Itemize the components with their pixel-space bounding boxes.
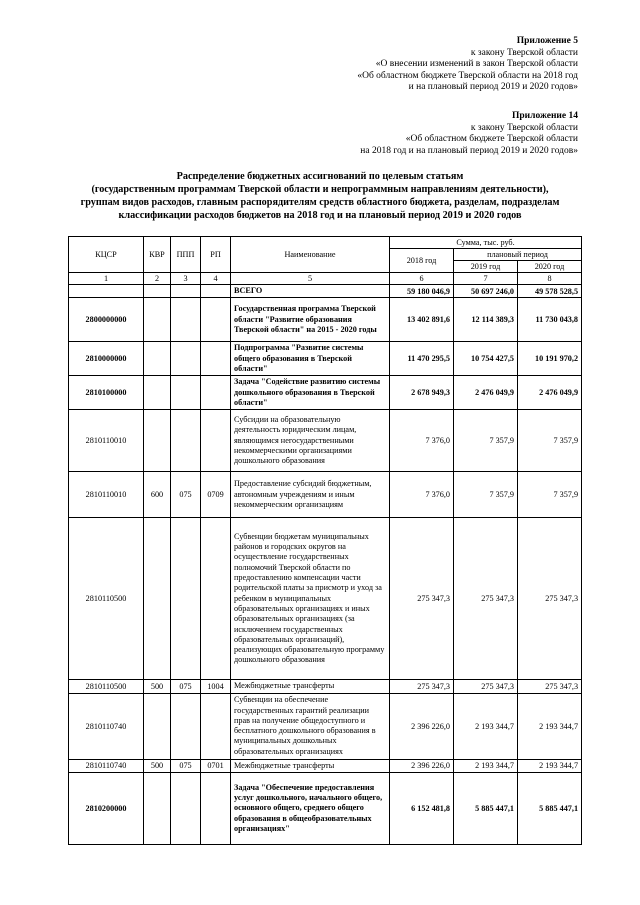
value-2018-cell: 59 180 046,9 bbox=[390, 285, 454, 298]
column-number: 3 bbox=[171, 273, 201, 285]
value-2018-cell: 6 152 481,8 bbox=[390, 772, 454, 844]
kvr-cell bbox=[144, 772, 171, 844]
kvr-cell bbox=[144, 285, 171, 298]
kvr-cell bbox=[144, 410, 171, 472]
value-2019-cell: 2 193 344,7 bbox=[454, 759, 518, 772]
value-2019-cell: 10 754 427,5 bbox=[454, 342, 518, 376]
header-name: Наименование bbox=[231, 237, 390, 273]
heading-line: (государственным программам Тверской области и непрограммным направлениям деятельности), bbox=[91, 184, 549, 195]
value-2018-cell: 7 376,0 bbox=[390, 472, 454, 518]
table-row bbox=[69, 376, 582, 410]
column-number: 6 bbox=[390, 273, 454, 285]
kcsr-cell: 2810110010 bbox=[69, 410, 144, 472]
value-2020-cell: 7 357,9 bbox=[518, 472, 582, 518]
budget-table bbox=[68, 236, 582, 845]
table-row bbox=[69, 298, 582, 342]
heading-line: классификации расходов бюджетов на 2018 год и на плановый период 2019 и 2020 годов bbox=[118, 210, 522, 221]
value-2018-cell: 7 376,0 bbox=[390, 410, 454, 472]
name-cell: Субвенции на обеспечение государственных гарантий реализации прав на получение общедоступного и бесплатного дошкольного образования в муниципальных дошкольных образовательных организациях bbox=[231, 693, 390, 759]
value-2020-cell: 10 191 970,2 bbox=[518, 342, 582, 376]
table-header bbox=[69, 237, 582, 285]
appendix-14-line: к закону Тверской области bbox=[470, 122, 578, 133]
value-2018-cell: 13 402 891,6 bbox=[390, 298, 454, 342]
header-2018: 2018 год bbox=[390, 249, 454, 273]
header-sum: Сумма, тыс. руб. bbox=[390, 237, 582, 249]
value-2019-cell: 5 885 447,1 bbox=[454, 772, 518, 844]
value-2020-cell: 11 730 043,8 bbox=[518, 298, 582, 342]
ppp-cell bbox=[171, 298, 201, 342]
appendix-5-line: «О внесении изменений в закон Тверской области bbox=[375, 59, 578, 69]
name-cell: Субвенции бюджетам муниципальных районов и городских округов на осуществление государственных полномочий Тверской области по предоставлению компенсации части родительской платы за присмотр и уход за ребенком в муниципальных образовательных организациях и иных образовательных организациях (за исключением государственных образовательных организаций), реализующих образовательную программу дошкольного образования bbox=[231, 518, 390, 680]
kvr-cell: 500 bbox=[144, 680, 171, 693]
table-row bbox=[69, 693, 582, 759]
kvr-cell bbox=[144, 518, 171, 680]
kvr-cell bbox=[144, 693, 171, 759]
value-2019-cell: 275 347,3 bbox=[454, 680, 518, 693]
header-rp: РП bbox=[201, 237, 231, 273]
ppp-cell: 075 bbox=[171, 759, 201, 772]
kcsr-cell: 2800000000 bbox=[69, 298, 144, 342]
column-number: 2 bbox=[144, 273, 171, 285]
document-heading bbox=[70, 170, 570, 222]
kcsr-cell: 2810200000 bbox=[69, 772, 144, 844]
value-2020-cell: 275 347,3 bbox=[518, 518, 582, 680]
name-cell: Подпрограмма "Развитие системы общего образования в Тверской области" bbox=[231, 342, 390, 376]
rp-cell bbox=[201, 342, 231, 376]
kcsr-cell: 2810110500 bbox=[69, 680, 144, 693]
table-row bbox=[69, 759, 582, 772]
rp-cell bbox=[201, 772, 231, 844]
value-2020-cell: 7 357,9 bbox=[518, 410, 582, 472]
rp-cell bbox=[201, 376, 231, 410]
rp-cell bbox=[201, 518, 231, 680]
appendix-14-block bbox=[360, 111, 578, 157]
rp-cell bbox=[201, 410, 231, 472]
appendix-5-line: «Об областном бюджете Тверской области на 2018 год bbox=[357, 70, 578, 81]
kcsr-cell: 2810110740 bbox=[69, 759, 144, 772]
appendix-5-title: Приложение 5 bbox=[516, 36, 578, 46]
value-2019-cell: 2 193 344,7 bbox=[454, 693, 518, 759]
header-kcsr: КЦСР bbox=[69, 237, 144, 273]
rp-cell bbox=[201, 298, 231, 342]
value-2018-cell: 11 470 295,5 bbox=[390, 342, 454, 376]
ppp-cell bbox=[171, 376, 201, 410]
appendix-14-line: «Об областном бюджете Тверской области bbox=[405, 134, 578, 144]
appendix-14-line: на 2018 год и на плановый период 2019 и 2020 годов» bbox=[360, 145, 578, 156]
kvr-cell: 600 bbox=[144, 472, 171, 518]
rp-cell: 1004 bbox=[201, 680, 231, 693]
kvr-cell bbox=[144, 342, 171, 376]
value-2020-cell: 275 347,3 bbox=[518, 680, 582, 693]
kcsr-cell: 2810110740 bbox=[69, 693, 144, 759]
kcsr-cell: 2810100000 bbox=[69, 376, 144, 410]
ppp-cell bbox=[171, 342, 201, 376]
name-cell: Задача "Обеспечение предоставления услуг дошкольного, начального общего, основного общего, среднего общего образования в общеобразовательных организациях" bbox=[231, 772, 390, 844]
kvr-cell bbox=[144, 298, 171, 342]
name-cell: Задача "Содействие развитию системы дошкольного образования в Тверской области" bbox=[231, 376, 390, 410]
kvr-cell: 500 bbox=[144, 759, 171, 772]
appendix-5-line: к закону Тверской области bbox=[470, 47, 578, 58]
column-number: 7 bbox=[454, 273, 518, 285]
value-2018-cell: 275 347,3 bbox=[390, 518, 454, 680]
table-row bbox=[69, 342, 582, 376]
table-row bbox=[69, 680, 582, 693]
name-cell: ВСЕГО bbox=[231, 285, 390, 298]
table-row bbox=[69, 285, 582, 298]
rp-cell bbox=[201, 285, 231, 298]
name-cell: Государственная программа Тверской области "Развитие образования Тверской области" на 2015 - 2020 годы bbox=[231, 298, 390, 342]
name-cell: Предоставление субсидий бюджетным, автономным учреждениям и иным некоммерческим организациям bbox=[231, 472, 390, 518]
value-2020-cell: 5 885 447,1 bbox=[518, 772, 582, 844]
appendix-14-title: Приложение 14 bbox=[511, 111, 578, 121]
value-2020-cell: 2 193 344,7 bbox=[518, 693, 582, 759]
ppp-cell bbox=[171, 285, 201, 298]
value-2018-cell: 2 396 226,0 bbox=[390, 759, 454, 772]
value-2019-cell: 275 347,3 bbox=[454, 518, 518, 680]
kvr-cell bbox=[144, 376, 171, 410]
kcsr-cell: 2810110500 bbox=[69, 518, 144, 680]
column-number: 4 bbox=[201, 273, 231, 285]
value-2019-cell: 7 357,9 bbox=[454, 472, 518, 518]
value-2020-cell: 49 578 528,5 bbox=[518, 285, 582, 298]
table-row bbox=[69, 472, 582, 518]
value-2019-cell: 50 697 246,0 bbox=[454, 285, 518, 298]
appendix-5-line: и на плановый период 2019 и 2020 годов» bbox=[408, 82, 578, 92]
table-row bbox=[69, 772, 582, 844]
header-planned: плановый период bbox=[454, 249, 582, 261]
value-2018-cell: 2 396 226,0 bbox=[390, 693, 454, 759]
rp-cell: 0701 bbox=[201, 759, 231, 772]
ppp-cell bbox=[171, 772, 201, 844]
kcsr-cell bbox=[69, 285, 144, 298]
appendix-5-block bbox=[357, 36, 578, 94]
header-ppp: ППП bbox=[171, 237, 201, 273]
value-2020-cell: 2 476 049,9 bbox=[518, 376, 582, 410]
kcsr-cell: 2810000000 bbox=[69, 342, 144, 376]
ppp-cell bbox=[171, 693, 201, 759]
heading-line: группам видов расходов, главным распорядителям средств областного бюджета, разделам, подразделам bbox=[80, 197, 560, 208]
heading-line: Распределение бюджетных ассигнований по целевым статьям bbox=[176, 171, 464, 182]
value-2020-cell: 2 193 344,7 bbox=[518, 759, 582, 772]
column-number-row bbox=[69, 273, 582, 285]
header-kvr: КВР bbox=[144, 237, 171, 273]
rp-cell bbox=[201, 693, 231, 759]
rp-cell: 0709 bbox=[201, 472, 231, 518]
table-row bbox=[69, 410, 582, 472]
value-2018-cell: 275 347,3 bbox=[390, 680, 454, 693]
table-body bbox=[69, 285, 582, 845]
column-number: 8 bbox=[518, 273, 582, 285]
name-cell: Субсидии на образовательную деятельность юридическим лицам, являющимся негосударственными некоммерческими организациями дошкольного образования bbox=[231, 410, 390, 472]
ppp-cell bbox=[171, 410, 201, 472]
column-number: 5 bbox=[231, 273, 390, 285]
ppp-cell: 075 bbox=[171, 472, 201, 518]
value-2019-cell: 2 476 049,9 bbox=[454, 376, 518, 410]
ppp-cell: 075 bbox=[171, 680, 201, 693]
table-row bbox=[69, 518, 582, 680]
value-2018-cell: 2 678 949,3 bbox=[390, 376, 454, 410]
header-2020: 2020 год bbox=[518, 261, 582, 273]
name-cell: Межбюджетные трансферты bbox=[231, 759, 390, 772]
value-2019-cell: 7 357,9 bbox=[454, 410, 518, 472]
value-2019-cell: 12 114 389,3 bbox=[454, 298, 518, 342]
kcsr-cell: 2810110010 bbox=[69, 472, 144, 518]
name-cell: Межбюджетные трансферты bbox=[231, 680, 390, 693]
ppp-cell bbox=[171, 518, 201, 680]
column-number: 1 bbox=[69, 273, 144, 285]
header-2019: 2019 год bbox=[454, 261, 518, 273]
